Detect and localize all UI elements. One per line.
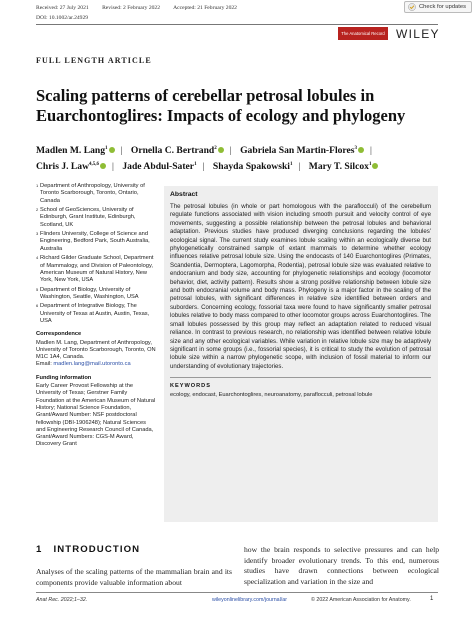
abstract-box xyxy=(164,186,438,522)
keywords-heading: KEYWORDS xyxy=(170,383,211,390)
funding-text: Early Career Provost Fellowship at the University of Texas; Gerstner Family Foundation at the American Museum of Natural History; National Science Foundation, Grant/Award Number: NSF postdoctoral fellowship (DBI-1906248); Natural Sciences and Engineering Research Council of Canada, Grant/Award Numbers: CGS-M Award, Discovery Grant xyxy=(36,383,156,448)
author[interactable]: Gabriela San Martin-Flores$^3$ xyxy=(240,145,364,156)
section-heading-introduction xyxy=(36,544,140,555)
article-type: FULL LENGTH ARTICLE xyxy=(36,56,152,65)
page-number: 1 xyxy=(430,596,434,602)
orcid-icon[interactable] xyxy=(100,163,106,169)
section-number: 1 xyxy=(36,544,43,555)
orcid-icon[interactable] xyxy=(372,163,378,169)
check-for-updates-button[interactable] xyxy=(404,1,472,13)
keywords-text: ecology, endocast, Euarchontoglires, neuroanatomy, paraflocculi, petrosal lobule xyxy=(170,392,373,399)
affiliation: 5 Department of Biology, University of Washington, Seattle, Washington, USA xyxy=(36,286,139,300)
accepted-date: Accepted: 21 February 2022 xyxy=(173,5,237,11)
section-title: INTRODUCTION xyxy=(53,544,141,555)
affiliation: 6 Department of Integrative Biology, The University of Texas at Austin, Austin, Texas, USA xyxy=(36,303,150,324)
author-list: Madlen M. Lang$^1$ | Ornella C. Bertrand$^2$ | Gabriela San Martin-Flores$^3$ | Chris J. Law$^{4,5,6}$ | Jade Abdul-Sater$^1$ | Shayda Spakowski$^1$ | Mary T. Silcox$^1$ xyxy=(36,142,446,174)
orcid-icon[interactable] xyxy=(109,147,115,153)
revised-date: Revised: 2 February 2022 xyxy=(102,5,161,11)
author[interactable]: Mary T. Silcox$^1$ xyxy=(309,161,379,172)
article-info-column xyxy=(36,183,156,449)
received-date: Received: 27 July 2021 xyxy=(36,5,89,11)
correspondence-email: Email: madlen.lang@mail.utoronto.ca xyxy=(36,361,131,368)
footer-citation: Anat Rec. 2022;1–32. xyxy=(36,597,88,603)
affiliation: 4 Richard Gilder Graduate School, Department of Mammalogy, and Division of Paleontology, American Museum of Natural History, New York, New York, USA xyxy=(36,255,154,284)
author[interactable]: Ornella C. Bertrand$^2$ xyxy=(131,145,224,156)
author[interactable]: Madlen M. Lang$^1$ xyxy=(36,145,115,156)
funding-heading: Funding information xyxy=(36,374,92,381)
header-divider xyxy=(36,24,438,25)
author[interactable]: Chris J. Law$^{4,5,6}$ xyxy=(36,161,106,172)
author[interactable]: Jade Abdul-Sater$^1$ xyxy=(122,161,197,172)
footer-copyright: © 2022 American Association for Anatomy. xyxy=(311,597,411,603)
email-link[interactable]: madlen.lang@mail.utoronto.ca xyxy=(53,361,131,368)
article-title: Scaling patterns of cerebellar petrosal lobules in Euarchontoglires: Impacts of ecology and phylogeny xyxy=(36,86,406,125)
intro-paragraph-col2: how the brain responds to selective pressures and can help identify broader evolutionary trends. To this end, numerous studies have drawn connections between ecological specialization and variation in the size and xyxy=(244,545,439,586)
correspondence-text: Madlen M. Lang, Department of Anthropology, University of Toronto Scarborough, Toronto, ON M1C 1A4, Canada. xyxy=(36,339,156,361)
affiliation: 3 Flinders University, College of Science and Engineering, Bedford Park, South Australia, Australia xyxy=(36,231,150,252)
footer-divider xyxy=(36,592,438,593)
keywords-divider xyxy=(170,377,431,378)
author[interactable]: Shayda Spakowski$^1$ xyxy=(212,161,293,172)
correspondence-heading: Correspondence xyxy=(36,331,82,338)
intro-paragraph-col1: Analyses of the scaling patterns of the mammalian brain and its components provide valuable information about xyxy=(36,567,232,587)
crossmark-icon xyxy=(408,3,416,11)
article-dates xyxy=(36,5,249,11)
journal-logo xyxy=(338,27,388,40)
doi: DOI: 10.1002/ar.24929 xyxy=(36,15,89,21)
abstract-heading: Abstract xyxy=(170,191,198,198)
orcid-icon[interactable] xyxy=(358,147,364,153)
footer-journal-link[interactable]: wileyonlinelibrary.com/journal/ar xyxy=(212,597,287,603)
journal-logo-text: The Anatomical Record xyxy=(341,31,385,36)
affiliation: 1 Department of Anthropology, University of Toronto Scarborough, Toronto, Ontario, Canada xyxy=(36,183,145,204)
publisher-logo: WILEY xyxy=(396,27,440,41)
affiliation: 2 School of GeoSciences, University of Edinburgh, Grant Institute, Edinburgh, Scotland, UK xyxy=(36,207,136,228)
check-updates-label: Check for updates xyxy=(418,4,466,10)
orcid-icon[interactable] xyxy=(218,147,224,153)
abstract-text: The petrosal lobules (in whole or part homologous with the paraflocculi) of the cerebellum regulate functions associated with vision including smooth pursuit and velocity control of eye movements, suggesting a possible relationship between the petrosal lobules and behavioral adaptation. Previous studies have produced diverging conclusions regarding the lobules' ecological signal. The current study examines lobule scaling within an ecologically diverse but phylogenetically constrained sample of extant mammals to determine whether ecology influences relative petrosal lobule size. Using the endocasts of 140 Euarchontoglires (Primates, Scandentia, Dermoptera, Lagomorpha, Rodentia), petrosal lobule size was evaluated relative to endocranium and body size, accounting for phylogenetic relationships and ecology (locomotor behavior, diet, activity pattern). Results show a strong positive relationship between lobule size and both endocranial volume and body mass. Phylogeny is a major factor in the scaling of the petrosal lobules, with significant differences in relative size identified between orders and suborders. Concerning ecology, fossorial taxa were found to have significantly smaller petrosal lobules relative to body mass compared to other locomotor groups across Euarchontoglires. The small lobules possessed by this group may reflect an adaptation related to reduced visual reliance. In contrast to previous research, no relationship was identified between relative lobule size and any other ecological variables. While variation in relative lobule size may be adaptively significant in some groups (i.e., fossorial species), it is critical to study the evolution of petrosal lobule size within a narrow phylogenetic scope, with inclusion of fossil material to inform our understanding of evolutionary trajectories. xyxy=(170,203,431,370)
